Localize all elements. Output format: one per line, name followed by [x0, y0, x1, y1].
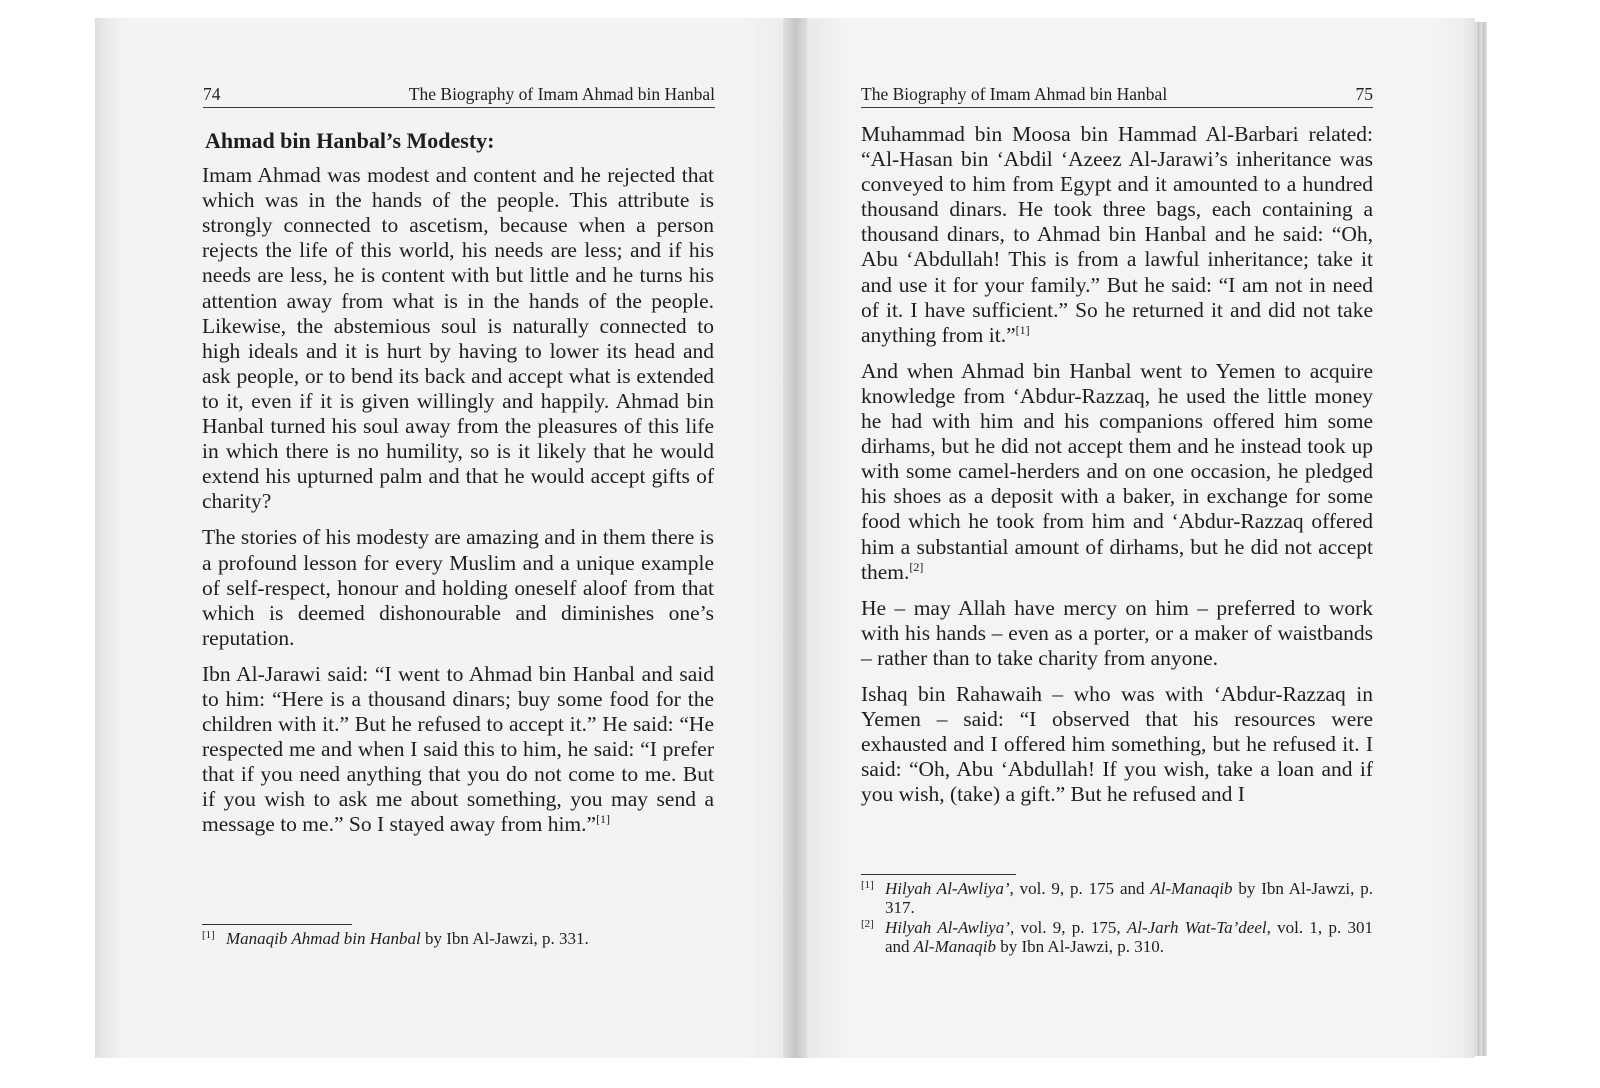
footnote-rest: , vol. 9, p. 175 and — [1009, 879, 1151, 898]
paragraph-text: Muhammad bin Moosa bin Hammad Al-Barbari related: “Al-Hasan bin ‘Abdil ‘Azeez Al-Jarawi’s inheritance was conveyed to him from Egypt and it amounted to a hundred thousand dinars. He took three bags, each containing a thousand dinars, to Ahmad bin Hanbal and he said: “Oh, Abu ‘Abdullah! This is from a lawful inheritance; take it and use it for your family.” But he said: “I am not in need of it. I have sufficient.” So he returned it and did not take anything from it.” — [861, 122, 1373, 347]
right-running-head — [861, 84, 1373, 108]
footnote-title: Hilyah Al-Awliya’ — [885, 918, 1010, 937]
footnote-ref: [1] — [596, 812, 611, 827]
book-gutter — [783, 18, 807, 1058]
footnote-rest: by Ibn Al-Jawzi, p. 310. — [995, 937, 1165, 956]
footnote — [202, 929, 714, 948]
footnote-title: Al-Manaqib — [913, 937, 996, 956]
footnote-title: Manaqib Ahmad bin Hanbal — [226, 929, 421, 948]
footnote-rule — [202, 924, 352, 925]
footnote-text — [885, 879, 1373, 917]
paragraph-text: Ibn Al-Jarawi said: “I went to Ahmad bin Hanbal and said to him: “Here is a thousand dinars; buy some food for the children with it.” But he refused to accept it.” He said: “He respected me and when I said this to him, he said: “I prefer that if you need anything that you do not come to me. But if you wish to ask me about something, you may send a message to me.” So I stayed away from him.” — [202, 661, 714, 837]
page-edges — [1475, 22, 1487, 1056]
left-running-title: The Biography of Imam Ahmad bin Hanbal — [408, 84, 715, 104]
footnote-rest: , vol. 1, p. 301 and — [885, 918, 1373, 956]
left-page — [95, 18, 795, 1058]
footnote-rest: by Ibn Al-Jawzi, p. 317. — [885, 879, 1373, 917]
left-footnotes — [202, 924, 714, 949]
footnote-mark: [1] — [861, 879, 874, 891]
footnote — [861, 879, 1373, 917]
paragraph: He – may Allah have mercy on him – preferred to work with his hands – even as a porter, or a maker of waistbands – rather than to take charity from anyone. — [861, 595, 1373, 670]
footnote-text — [885, 918, 1373, 956]
right-footnotes — [861, 874, 1373, 957]
footnote-ref: [1] — [1015, 322, 1030, 337]
footnote-mark: [1] — [202, 929, 215, 941]
right-running-title: The Biography of Imam Ahmad bin Hanbal — [861, 84, 1168, 104]
open-book — [95, 18, 1490, 1058]
paragraph: Imam Ahmad was modest and content and he rejected that which was in the hands of the people. This attribute is strongly connected to ascetism, because when a person rejects the life of this world, his needs are less; and if his needs are less, he is content with but little and he turns his attention away from what is in the hands of the people. Likewise, the abstemious soul is naturally connected to high ideals and it is hurt by having to lower its head and ask people, or to bend its back and accept what is extended to it, even if it is given willingly and happily. Ahmad bin Hanbal turned his soul away from the pleasures of this life in which there is no humility, so is it likely that he would extend his upturned palm and that he would accept gifts of charity? — [202, 163, 714, 514]
right-page — [795, 18, 1475, 1058]
paragraph — [861, 359, 1373, 585]
footnote-title: Al-Jarh Wat-Ta’deel — [1126, 918, 1267, 937]
right-page-body — [861, 122, 1373, 807]
footnote-ref: [2] — [909, 559, 924, 574]
left-page-number: 74 — [203, 84, 221, 104]
footnote — [861, 918, 1373, 956]
footnote-rest: by Ibn Al-Jawzi, p. 331. — [420, 929, 589, 948]
footnote-mark: [2] — [861, 918, 874, 930]
left-running-head — [203, 84, 715, 108]
paragraph — [861, 122, 1373, 348]
footnote-rest: , vol. 9, p. 175, — [1009, 918, 1127, 937]
footnote-title: Hilyah Al-Awliya’ — [885, 879, 1010, 898]
paragraph — [202, 662, 714, 838]
right-page-number: 75 — [1355, 84, 1373, 104]
footnote-title: Al-Manaqib — [1150, 879, 1233, 898]
section-heading: Ahmad bin Hanbal’s Modesty: — [205, 128, 495, 153]
footnote-text — [226, 929, 714, 948]
paragraph-text: And when Ahmad bin Hanbal went to Yemen to acquire knowledge from ‘Abdur-Razzaq, he used the little money he had with him and his companions offered him some dirhams, but he did not accept them and he instead took up with some camel-herders and on one occasion, he pledged his shoes as a deposit with a baker, in exchange for some food which he took from him and ‘Abdur-Razzaq offered him a substantial amount of dirhams, but he did not accept them. — [861, 358, 1373, 584]
paragraph: The stories of his modesty are amazing and in them there is a profound lesson for every Muslim and a unique example of self-respect, honour and holding oneself aloof from that which is deemed dishonourable and diminishes one’s reputation. — [202, 525, 714, 650]
footnote-rule — [861, 874, 1016, 875]
left-page-body — [202, 122, 714, 849]
paragraph: Ishaq bin Rahawaih – who was with ‘Abdur-Razzaq in Yemen – said: “I observed that his resources were exhausted and I offered him something, but he refused it. I said: “Oh, Abu ‘Abdullah! If you wish, take a loan and if you wish, (take) a gift.” But he refused and I — [861, 681, 1373, 807]
